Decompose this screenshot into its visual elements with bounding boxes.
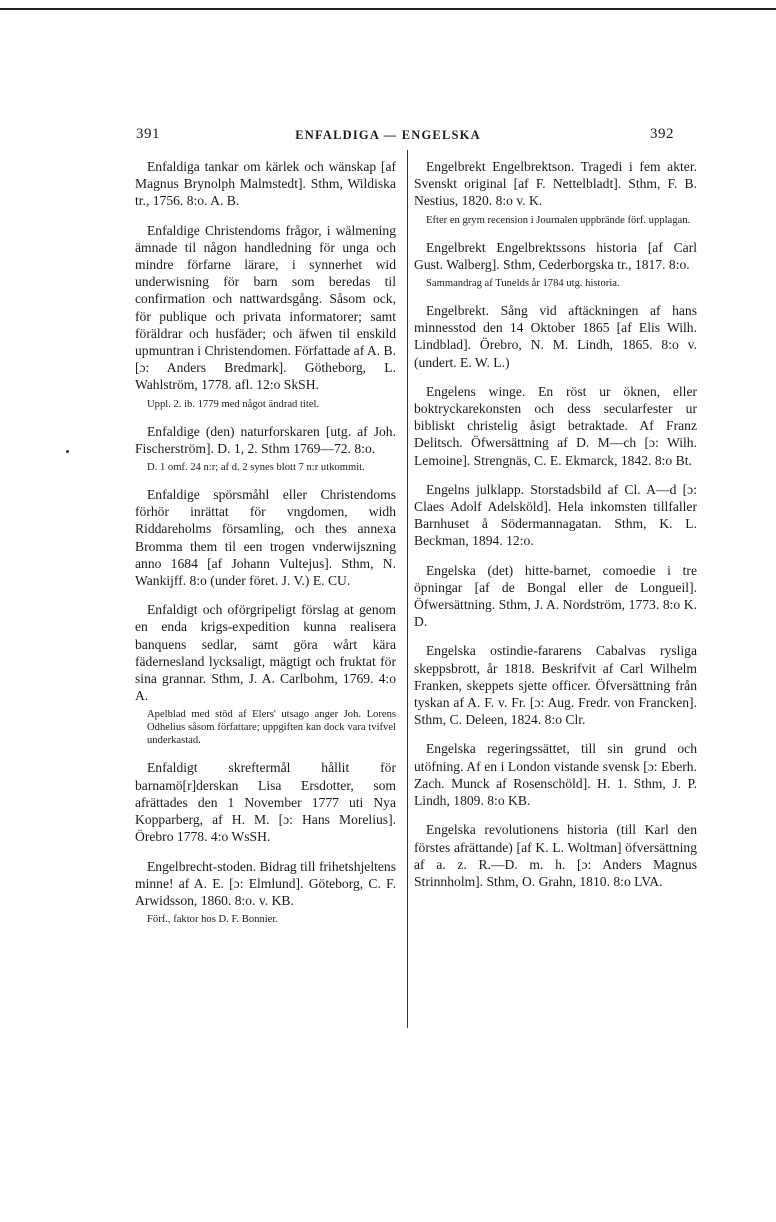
entry: Enfaldige Christendoms frågor, i wälmening ämnade til någon handledning för unga och mindre förfarne lärare, i synnerhet wid underwisning för barn som beredas til confirmation och nattwardsgång. Såsom ock, för publique och privata informatorer; samt föräldrar och husfäder; och äfwen til enskild upmuntran i Christendomen. Författade af A. B. [ɔ: Anders Bredmark]. Götheborg, L. Wahlström, 1778. afl. 12:o SkSH.: [135, 222, 396, 393]
entry: Engelska revolutionens historia (till Karl den förstes afrättande) [af K. L. Woltman] öfversättning af a. z. R.—D. m. h. [ɔ: Anders Magnus Strinnholm]. Sthm, O. Grahn, 1810. 8:o LVA.: [414, 822, 697, 889]
entry: Enfaldiga tankar om kärlek och wänskap [af Magnus Brynolph Malmstedt]. Sthm, Wildiska tr., 1756. 8:o. A. B.: [135, 159, 396, 209]
entry: Engelbrekt Engelbrektssons historia [af Carl Gust. Walberg]. Sthm, Cederborgska tr., 1817. 8:o.: [414, 239, 697, 272]
entry: Engelska (det) hitte-barnet, comoedie i tre öpningar [af de Bongal eller de Longueil]. Öfwersättning. Sthm, J. A. Nordström, 1773. 8:o K. D.: [414, 562, 697, 630]
entry-note: Uppl. 2. ib. 1779 med något ändrad titel.: [147, 398, 320, 410]
entry: Enfaldige (den) naturforskaren [utg. af Joh. Fischerström]. D. 1, 2. Sthm 1769—72. 8:o.: [135, 423, 396, 456]
running-title: ENFALDIGA — ENGELSKA: [295, 128, 481, 142]
page-header: [0, 126, 776, 146]
entry: Enfaldige spörsmåhl eller Christendoms förhör inrättat för vngdomen, widh Riddareholms församling, och thes annexa Bromma them til een trogen vnderwijszning anno 1684 [af Johann Vultejus]. Sthm, N. Wankijff. 8:o (under föret. J. V.) E. CU.: [135, 487, 396, 589]
entry: Engelbrekt. Sång vid aftäckningen af hans minnesstod den 14 Oktober 1865 [af Elis Wilh. Lindblad]. Örebro, N. M. Lindh, 1865. 8:o v. (undert. E. W. L.): [414, 303, 697, 370]
left-page-number: 391: [136, 126, 160, 142]
entry: Engelens winge. En röst ur öknen, eller boktryckarekonsten och dess secularfester ur bibliskt christelig åsigt betraktade. Af Franz Delitsch. Öfwersättning af D. M—ch [ɔ: Wilh. Lemoine]. Strengnäs, C. E. Ekmarck, 1842. 8:o Bt.: [414, 383, 697, 468]
entry: Engelska ostindie-fararens Cabalvas rysliga skeppsbrott, år 1818. Beskrifvit af Carl Wilhelm Franken, skeppets sjette officer. Öfversättning från tyskan af A. F. v. Fr. [ɔ: Aug. Fredr. von Francken]. Sthm, C. Deleen, 1824. 8:o Clr.: [414, 643, 697, 728]
top-rule: [0, 8, 776, 10]
entry-note: Apelblad med stöd af Elers' utsago anger Joh. Lorens Odhelius såsom författare; uppgiften kan dock vara tvifvel underkastad.: [147, 709, 396, 747]
entry: Engelbrecht-stoden. Bidrag till frihetshjeltens minne! af A. E. [ɔ: Elmlund]. Göteborg, C. F. Arwidsson, 1860. 8:o. v. KB.: [135, 858, 396, 908]
entry: Engelbrekt Engelbrektson. Tragedi i fem akter. Svenskt original [af F. Nettelbladt]. Sthm, F. B. Nestius, 1820. 8:o v. K.: [414, 159, 697, 209]
entry-note: Förf., faktor hos D. F. Bonnier.: [147, 914, 278, 926]
entry: Engelns julklapp. Storstadsbild af Cl. A—d [ɔ: Claes Adolf Adelsköld]. Hela inkomsten tillfaller Barnhuset å Södermannagatan. Sthm, K. L. Beckman, 1894. 12:o.: [414, 481, 697, 549]
column-divider: [407, 150, 408, 1028]
margin-dot: [66, 450, 69, 453]
entry: Engelska regeringssättet, till sin grund och utöfning. Af en i London vistande svensk [ɔ: Eberh. Zach. Munck af Rosenschöld]. H. 1. Sthm, J. P. Lindh, 1809. 8:o KB.: [414, 741, 697, 809]
entry: Enfaldigt skreftermål hållit för barnamö[r]derskan Lisa Ersdotter, som afrättades den 1 November 1777 uti Nya Kopparberg, af H. M. [ɔ: Hans Morelius]. Örebro 1778. 4:o WsSH.: [135, 760, 396, 845]
right-column: [414, 158, 697, 902]
entry-note: D. 1 omf. 24 n:r; af d. 2 synes blott 7 n:r utkommit.: [147, 462, 365, 474]
entry-note: Sammandrag af Tunelds år 1784 utg. historia.: [426, 278, 620, 290]
entry-note: Efter en grym recension i Journalen uppbrände förf. upplagan.: [426, 214, 691, 226]
entry: Enfaldigt och oförgripeligt förslag at genom en enda krigs-expedition kunna realisera banquens sedlar, samt göra wårt kära fädernesland lycksaligt, mägtigt och fruktat för sina grannar. Sthm, J. A. Carlbohm, 1769. 4:o A.: [135, 602, 396, 704]
left-column: [135, 158, 396, 938]
right-page-number: 392: [650, 126, 674, 142]
